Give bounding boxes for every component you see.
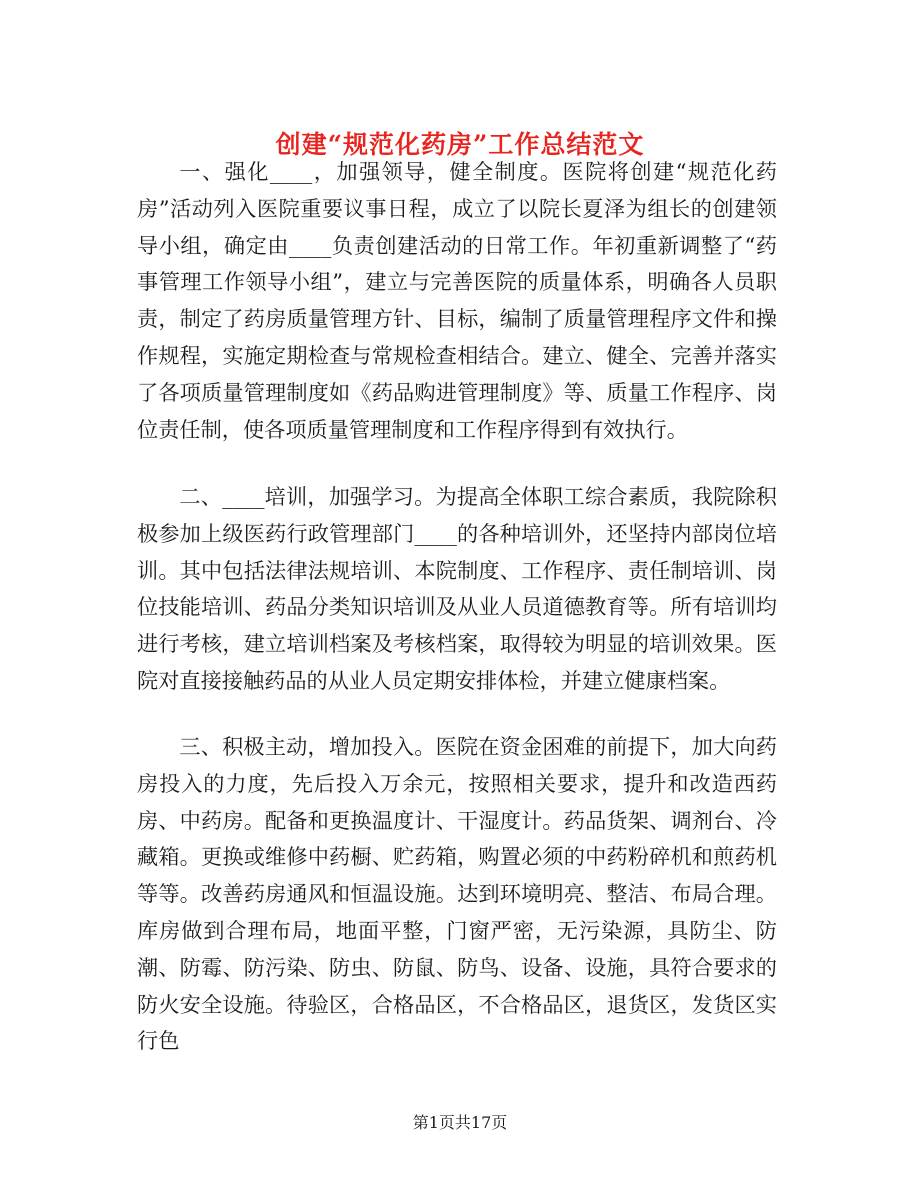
page-title: 创建“规范化药房”工作总结范文 <box>275 129 645 159</box>
paragraph-2: 二、____培训，加强学习。为提高全体职工综合素质，我院除积极参加上级医药行政管理部门____的各种培训外，还坚持内部岗位培训。其中包括法律法规培训、本院制度、工作程序、责任制培训、岗位技能培训、药品分类知识培训及从业人员道德教育等。所有培训均进行考核，建立培训档案及考核档案，取得较为明显的培训效果。医院对直接接触药品的从业人员定期安排体检，并建立健康档案。 <box>137 484 777 693</box>
page-number-footer: 第1页共17页 <box>412 1113 508 1132</box>
paragraph-3: 三、积极主动，增加投入。医院在资金困难的前提下，加大向药房投入的力度，先后投入万余元，按照相关要求，提升和改造西药房、中药房。配备和更换温度计、干湿度计。药品货架、调剂台、冷藏箱。更换或维修中药橱、贮药箱，购置必须的中药粉碎机和煎药机等等。改善药房通风和恒温设施。达到环境明亮、整洁、布局合理。库房做到合理布局，地面平整，门窗严密，无污染源，具防尘、防潮、防霉、防污染、防虫、防鼠、防鸟、设备、设施，具符合要求的防火安全设施。待验区，合格品区，不合格品区，退货区，发货区实行色 <box>137 734 777 1054</box>
paragraph-1: 一、强化____，加强领导，健全制度。医院将创建“规范化药房”活动列入医院重要议事日程，成立了以院长夏泽为组长的创建领导小组，确定由____负责创建活动的日常工作。年初重新调整了“药事管理工作领导小组”，建立与完善医院的质量体系，明确各人员职责，制定了药房质量管理方针、目标，编制了质量管理程序文件和操作规程，实施定期检查与常规检查相结合。建立、健全、完善并落实了各项质量管理制度如《药品购进管理制度》等、质量工作程序、岗位责任制，使各项质量管理制度和工作程序得到有效执行。 <box>137 159 777 442</box>
